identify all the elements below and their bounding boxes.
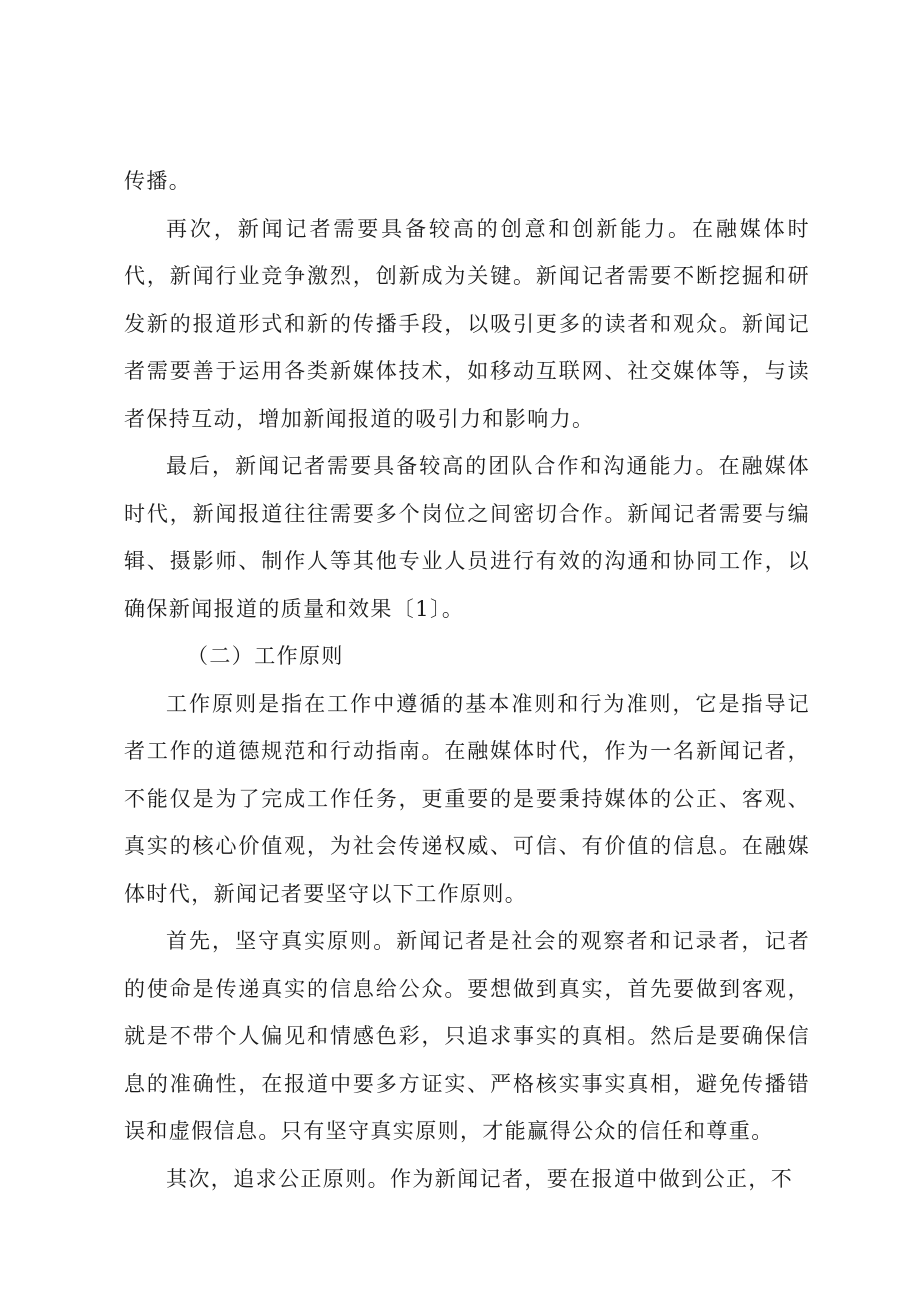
paragraph-continuation: 传播。: [124, 169, 192, 193]
paragraph-truth-principle: 首先，坚守真实原则。新闻记者是社会的观察者和记录者，记者的使命是传递真实的信息给公众。要想做到真实，首先要做到客观，就是不带个人偏见和情感色彩，只追求事实的真相。然后是要确保信息的准确性，在报道中要多方证实、严格核实事实真相，避免传播错误和虚假信息。只有坚守真实原则，才能赢得公众的信任和尊重。: [124, 929, 810, 1143]
section-heading-work-principles: （二）工作原则: [187, 644, 344, 668]
document-body: [124, 158, 810, 1203]
paragraph-creativity: 再次，新闻记者需要具备较高的创意和创新能力。在融媒体时代，新闻行业竞争激烈，创新成为关键。新闻记者需要不断挖掘和研发新的报道形式和新的传播手段，以吸引更多的读者和观众。新闻记者需要善于运用各类新媒体技术，如移动互联网、社交媒体等，与读者保持互动，增加新闻报道的吸引力和影响力。: [124, 216, 810, 431]
paragraph-work-principles-intro: 工作原则是指在工作中遵循的基本准则和行为准则，它是指导记者工作的道德规范和行动指南。在融媒体时代，作为一名新闻记者，不能仅是为了完成工作任务，更重要的是要秉持媒体的公正、客观、真实的核心价值观，为社会传递权威、可信、有价值的信息。在融媒体时代，新闻记者要坚守以下工作原则。: [124, 691, 810, 906]
paragraph-teamwork: 最后，新闻记者需要具备较高的团队合作和沟通能力。在融媒体时代，新闻报道往往需要多个岗位之间密切合作。新闻记者需要与编辑、摄影师、制作人等其他专业人员进行有效的沟通和协同工作，以确保新闻报道的质量和效果〔1〕。: [124, 454, 810, 621]
paragraph-fairness-principle: 其次，追求公正原则。作为新闻记者，要在报道中做到公正，不: [166, 1166, 794, 1191]
